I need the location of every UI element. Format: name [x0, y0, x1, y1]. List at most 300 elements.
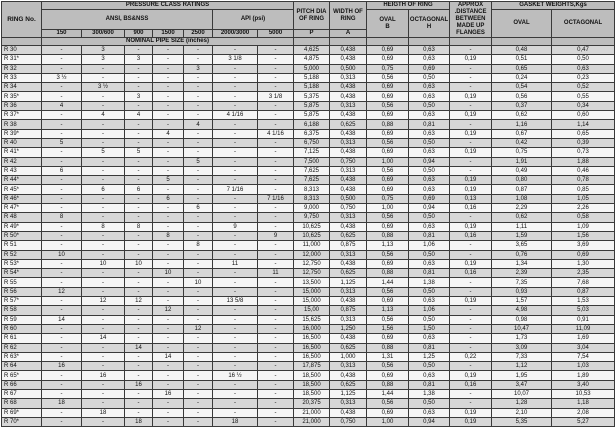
ring-number-cell: R 36	[2, 101, 42, 110]
table-cell: 0,625	[330, 231, 367, 240]
oval-height-header: OVAL B	[367, 10, 409, 38]
table-row	[2, 241, 615, 250]
table-cell: 0,63	[409, 222, 450, 231]
table-cell: -	[184, 297, 213, 306]
table-cell: 10,07	[492, 389, 552, 398]
table-header	[2, 2, 615, 46]
table-cell: 1,95	[492, 371, 552, 380]
table-cell: 17,875	[294, 362, 330, 371]
table-cell: -	[153, 324, 184, 333]
table-cell: -	[153, 222, 184, 231]
table-cell: 0,54	[492, 83, 552, 92]
table-cell: 0,50	[409, 213, 450, 222]
table-row	[2, 287, 615, 296]
table-cell: -	[258, 371, 294, 380]
table-cell: -	[184, 129, 213, 138]
table-cell: -	[258, 166, 294, 175]
table-cell: 5,27	[552, 417, 615, 426]
table-cell: -	[258, 120, 294, 129]
table-cell: -	[153, 380, 184, 389]
table-cell: -	[184, 92, 213, 101]
table-cell: -	[82, 213, 125, 222]
table-cell: 8	[82, 222, 125, 231]
table-cell: 0,85	[552, 185, 615, 194]
table-cell: 12	[125, 297, 153, 306]
table-cell: 0,81	[409, 269, 450, 278]
table-cell: 0,625	[330, 269, 367, 278]
table-cell: 16,500	[294, 334, 330, 343]
table-cell: 0,19	[450, 185, 492, 194]
table-cell: -	[450, 399, 492, 408]
table-cell: -	[82, 129, 125, 138]
table-cell: -	[42, 83, 82, 92]
class-300-600-header: 300/600	[82, 30, 125, 38]
table-cell: 1,03	[552, 362, 615, 371]
table-cell: 0,87	[492, 185, 552, 194]
table-cell: 0,75	[367, 194, 409, 203]
table-cell: 8,313	[294, 185, 330, 194]
table-cell: 3 ½	[82, 83, 125, 92]
table-cell: 0,19	[450, 259, 492, 268]
table-cell: 0,313	[330, 73, 367, 82]
table-cell: -	[184, 138, 213, 147]
ring-number-cell: R 37*	[2, 111, 42, 120]
table-cell: 1,28	[492, 399, 552, 408]
table-cell: 0,69	[367, 297, 409, 306]
table-cell: 0,69	[367, 176, 409, 185]
table-cell: -	[153, 287, 184, 296]
table-cell: 6	[153, 194, 184, 203]
table-cell: -	[125, 176, 153, 185]
table-cell: 1,91	[492, 157, 552, 166]
table-cell: 5,03	[552, 306, 615, 315]
table-cell: 9,750	[294, 213, 330, 222]
table-cell: -	[258, 101, 294, 110]
table-cell: 10,53	[552, 389, 615, 398]
table-cell: 1,05	[552, 194, 615, 203]
table-cell: -	[213, 408, 258, 417]
table-row	[2, 46, 615, 55]
table-cell: 0,63	[409, 259, 450, 268]
table-cell: -	[258, 148, 294, 157]
table-cell: -	[42, 55, 82, 64]
table-cell: -	[258, 222, 294, 231]
table-cell: 1,06	[409, 306, 450, 315]
table-cell: -	[450, 138, 492, 147]
table-cell: 0,16	[450, 204, 492, 213]
pressure-class-header: PRESSURE CLASS RATINGS	[42, 2, 294, 10]
table-cell: 1,88	[552, 157, 615, 166]
table-cell: 14	[82, 334, 125, 343]
table-cell: -	[42, 120, 82, 129]
ring-number-cell: R 38	[2, 120, 42, 129]
table-cell: -	[82, 204, 125, 213]
table-cell: -	[184, 352, 213, 361]
table-cell: -	[82, 250, 125, 259]
table-cell: -	[258, 111, 294, 120]
table-cell: 11	[258, 269, 294, 278]
table-cell: 0,63	[409, 176, 450, 185]
table-cell: 0,69	[367, 408, 409, 417]
table-cell: -	[42, 222, 82, 231]
table-cell: 8	[184, 241, 213, 250]
table-cell: 3	[184, 64, 213, 73]
table-cell: -	[258, 306, 294, 315]
ring-number-cell: R 69*	[2, 408, 42, 417]
table-cell: 3,47	[492, 380, 552, 389]
table-cell: 5	[82, 148, 125, 157]
table-row	[2, 324, 615, 333]
table-cell: 0,69	[367, 129, 409, 138]
ring-number-cell: R 31*	[2, 55, 42, 64]
table-cell: -	[42, 176, 82, 185]
table-cell: -	[184, 408, 213, 417]
table-cell: -	[125, 231, 153, 240]
table-cell: -	[42, 380, 82, 389]
table-cell: -	[184, 287, 213, 296]
table-cell: 0,625	[330, 343, 367, 352]
table-cell: -	[258, 399, 294, 408]
table-cell: -	[258, 389, 294, 398]
table-cell: 11,09	[552, 324, 615, 333]
table-cell: 7,54	[552, 352, 615, 361]
ring-number-cell: R 68	[2, 399, 42, 408]
table-cell: -	[82, 176, 125, 185]
table-cell: -	[213, 176, 258, 185]
table-cell: -	[184, 213, 213, 222]
table-cell: 16,500	[294, 352, 330, 361]
table-cell: -	[42, 204, 82, 213]
ring-number-cell: R 51	[2, 241, 42, 250]
table-cell: 10,47	[492, 324, 552, 333]
table-cell: 10,625	[294, 222, 330, 231]
table-cell: -	[153, 241, 184, 250]
table-cell: 0,500	[330, 64, 367, 73]
table-cell: 0,87	[552, 287, 615, 296]
table-cell: 0,80	[492, 176, 552, 185]
ring-header: RING No.	[2, 2, 42, 38]
ring-number-cell: R 65*	[2, 371, 42, 380]
table-cell: 1,34	[492, 259, 552, 268]
table-cell: -	[450, 120, 492, 129]
table-cell: 0,50	[409, 399, 450, 408]
table-cell: 3 1/8	[258, 92, 294, 101]
table-cell: 0,94	[409, 204, 450, 213]
table-cell: -	[450, 213, 492, 222]
table-cell: 3	[82, 46, 125, 55]
table-cell: -	[213, 157, 258, 166]
table-cell: -	[42, 417, 82, 426]
table-cell: 16	[153, 389, 184, 398]
ring-number-cell: R 54*	[2, 269, 42, 278]
table-cell: -	[125, 352, 153, 361]
table-cell: -	[258, 315, 294, 324]
table-cell: 0,76	[492, 250, 552, 259]
table-cell: -	[450, 166, 492, 175]
table-cell: -	[153, 408, 184, 417]
table-cell: -	[184, 389, 213, 398]
table-cell: 0,49	[492, 166, 552, 175]
table-cell: -	[153, 55, 184, 64]
table-cell: -	[42, 408, 82, 417]
table-cell: -	[125, 73, 153, 82]
table-cell: 5,000	[294, 64, 330, 73]
table-cell: 8,313	[294, 194, 330, 203]
table-cell: -	[258, 250, 294, 259]
table-cell: 5,35	[492, 417, 552, 426]
gasket-oval-header: OVAL	[492, 10, 552, 38]
table-cell: -	[258, 46, 294, 55]
ring-number-cell: R 59	[2, 315, 42, 324]
ring-number-cell: R 33	[2, 73, 42, 82]
table-cell: 0,73	[552, 148, 615, 157]
table-cell: 12,750	[294, 269, 330, 278]
table-cell: 12	[82, 297, 125, 306]
table-cell: 1,00	[367, 157, 409, 166]
ring-number-cell: R 42	[2, 157, 42, 166]
table-cell: 0,69	[367, 111, 409, 120]
table-row	[2, 83, 615, 92]
table-cell: -	[125, 101, 153, 110]
ring-number-cell: R 62	[2, 343, 42, 352]
table-cell: -	[213, 241, 258, 250]
ring-number-cell: R 67	[2, 389, 42, 398]
table-cell: -	[213, 389, 258, 398]
table-cell: -	[213, 250, 258, 259]
table-cell: 0,78	[552, 176, 615, 185]
table-cell: -	[213, 83, 258, 92]
ansi-header: ANSI, BS&NSS	[42, 10, 213, 30]
table-cell: 7,125	[294, 148, 330, 157]
table-cell: -	[153, 46, 184, 55]
table-cell: -	[125, 64, 153, 73]
table-cell: -	[153, 204, 184, 213]
table-cell: 1,13	[367, 306, 409, 315]
table-cell: -	[82, 166, 125, 175]
table-row	[2, 176, 615, 185]
table-cell: 0,88	[367, 120, 409, 129]
table-cell: 0,438	[330, 129, 367, 138]
ring-number-cell: R 43	[2, 166, 42, 175]
table-cell: 0,50	[409, 138, 450, 147]
table-cell: -	[258, 83, 294, 92]
ring-number-cell: R 40	[2, 138, 42, 147]
table-cell: 15,000	[294, 287, 330, 296]
ring-number-cell: R 60	[2, 324, 42, 333]
table-cell: -	[153, 64, 184, 73]
table-row	[2, 334, 615, 343]
table-cell: 0,19	[450, 222, 492, 231]
table-cell: 18,500	[294, 389, 330, 398]
table-cell: 12	[42, 287, 82, 296]
table-cell: -	[42, 371, 82, 380]
table-cell: 1,31	[367, 352, 409, 361]
table-cell: 1,59	[492, 231, 552, 240]
table-cell: -	[42, 129, 82, 138]
table-cell: -	[258, 185, 294, 194]
table-cell: -	[450, 306, 492, 315]
table-cell: 0,438	[330, 222, 367, 231]
table-row	[2, 231, 615, 240]
ring-number-cell: R 48	[2, 213, 42, 222]
table-cell: -	[213, 352, 258, 361]
ring-number-cell: R 58	[2, 306, 42, 315]
table-cell: -	[125, 138, 153, 147]
table-cell: 0,56	[367, 73, 409, 82]
table-cell: 0,625	[330, 120, 367, 129]
table-cell: 0,313	[330, 166, 367, 175]
table-cell: -	[153, 111, 184, 120]
table-cell: -	[153, 92, 184, 101]
ring-gasket-table	[1, 1, 615, 427]
ring-number-cell: R 57*	[2, 297, 42, 306]
table-cell: -	[125, 371, 153, 380]
table-cell: 0,63	[409, 371, 450, 380]
ring-number-cell: R 70*	[2, 417, 42, 426]
table-cell: -	[125, 269, 153, 278]
table-cell: -	[213, 213, 258, 222]
table-cell: 18	[213, 417, 258, 426]
table-cell: 0,313	[330, 399, 367, 408]
table-cell: 0,19	[450, 92, 492, 101]
table-cell: -	[450, 64, 492, 73]
table-cell: 0,63	[552, 64, 615, 73]
table-cell: -	[82, 92, 125, 101]
table-row	[2, 297, 615, 306]
table-cell: -	[450, 46, 492, 55]
table-cell: 0,75	[367, 64, 409, 73]
table-cell: 0,438	[330, 92, 367, 101]
table-cell: -	[450, 287, 492, 296]
table-cell: -	[258, 287, 294, 296]
table-cell: 0,69	[552, 250, 615, 259]
ring-number-cell: R 63*	[2, 352, 42, 361]
table-cell: -	[184, 343, 213, 352]
table-cell: 0,69	[367, 92, 409, 101]
table-row	[2, 417, 615, 426]
table-cell: 1,38	[409, 278, 450, 287]
table-cell: 0,34	[552, 101, 615, 110]
table-cell: 0,69	[367, 371, 409, 380]
table-cell: -	[82, 287, 125, 296]
table-cell: 7,35	[492, 278, 552, 287]
table-cell: 0,63	[409, 46, 450, 55]
table-cell: -	[213, 306, 258, 315]
table-cell: -	[42, 324, 82, 333]
table-cell: -	[42, 185, 82, 194]
ring-number-cell: R 41*	[2, 148, 42, 157]
table-cell: 0,56	[367, 399, 409, 408]
class-2500-header: 2500	[184, 30, 213, 38]
table-row	[2, 111, 615, 120]
table-cell: 0,88	[367, 343, 409, 352]
table-cell: 0,438	[330, 55, 367, 64]
table-cell: 6,750	[294, 138, 330, 147]
table-cell: -	[184, 417, 213, 426]
table-cell: 1,09	[552, 222, 615, 231]
table-cell: 2,29	[492, 204, 552, 213]
table-cell: 0,62	[492, 213, 552, 222]
table-cell: 12,000	[294, 250, 330, 259]
table-cell: -	[125, 324, 153, 333]
table-cell: 1,125	[330, 278, 367, 287]
table-cell: 0,19	[450, 417, 492, 426]
table-cell: -	[258, 297, 294, 306]
table-cell: 16	[42, 362, 82, 371]
table-cell: 0,63	[409, 55, 450, 64]
table-cell: 0,19	[450, 148, 492, 157]
table-cell: -	[82, 315, 125, 324]
table-cell: -	[125, 129, 153, 138]
table-cell: 0,69	[367, 83, 409, 92]
ring-number-cell: R 61	[2, 334, 42, 343]
table-cell: 4,625	[294, 46, 330, 55]
gasket-weights-header: GASKET WEIGHTS,Kgs	[492, 2, 615, 10]
table-cell: 16,000	[294, 324, 330, 333]
table-cell: 3 1/8	[213, 55, 258, 64]
table-cell: -	[82, 73, 125, 82]
table-cell: 0,313	[330, 315, 367, 324]
table-cell: -	[42, 343, 82, 352]
table-cell: 4	[125, 111, 153, 120]
table-cell: 0,47	[552, 46, 615, 55]
table-cell: -	[125, 120, 153, 129]
table-row	[2, 362, 615, 371]
table-cell: -	[258, 157, 294, 166]
table-cell: 10	[42, 250, 82, 259]
ring-number-cell: R 66	[2, 380, 42, 389]
table-cell: -	[153, 399, 184, 408]
table-cell: 1,69	[552, 334, 615, 343]
table-cell: 0,56	[367, 138, 409, 147]
table-row	[2, 166, 615, 175]
table-row	[2, 129, 615, 138]
table-cell: -	[153, 334, 184, 343]
table-cell: 0,19	[450, 371, 492, 380]
table-cell: -	[125, 213, 153, 222]
table-cell: 0,91	[552, 315, 615, 324]
table-cell: -	[184, 380, 213, 389]
table-cell: -	[184, 46, 213, 55]
table-cell: 0,56	[367, 250, 409, 259]
table-cell: -	[213, 204, 258, 213]
table-cell: -	[153, 371, 184, 380]
table-cell: 0,56	[367, 166, 409, 175]
table-cell: 0,75	[492, 148, 552, 157]
table-cell: -	[450, 324, 492, 333]
table-cell: 12,750	[294, 259, 330, 268]
ring-number-cell: R 46*	[2, 194, 42, 203]
table-row	[2, 352, 615, 361]
table-cell: 1,16	[492, 120, 552, 129]
table-cell: 0,438	[330, 297, 367, 306]
table-cell: 15,00	[294, 306, 330, 315]
ring-number-cell: R 45*	[2, 185, 42, 194]
table-cell: -	[125, 278, 153, 287]
ring-number-cell: R 47*	[2, 204, 42, 213]
table-cell: 10	[184, 278, 213, 287]
table-cell: 5	[184, 157, 213, 166]
table-cell: 1,53	[552, 297, 615, 306]
ring-number-cell: R 55	[2, 278, 42, 287]
table-cell: 0,22	[450, 352, 492, 361]
table-cell: 0,63	[409, 92, 450, 101]
table-cell: 18,500	[294, 371, 330, 380]
table-cell: -	[82, 101, 125, 110]
table-cell: 5,875	[294, 111, 330, 120]
table-cell: -	[82, 64, 125, 73]
table-cell: -	[82, 231, 125, 240]
